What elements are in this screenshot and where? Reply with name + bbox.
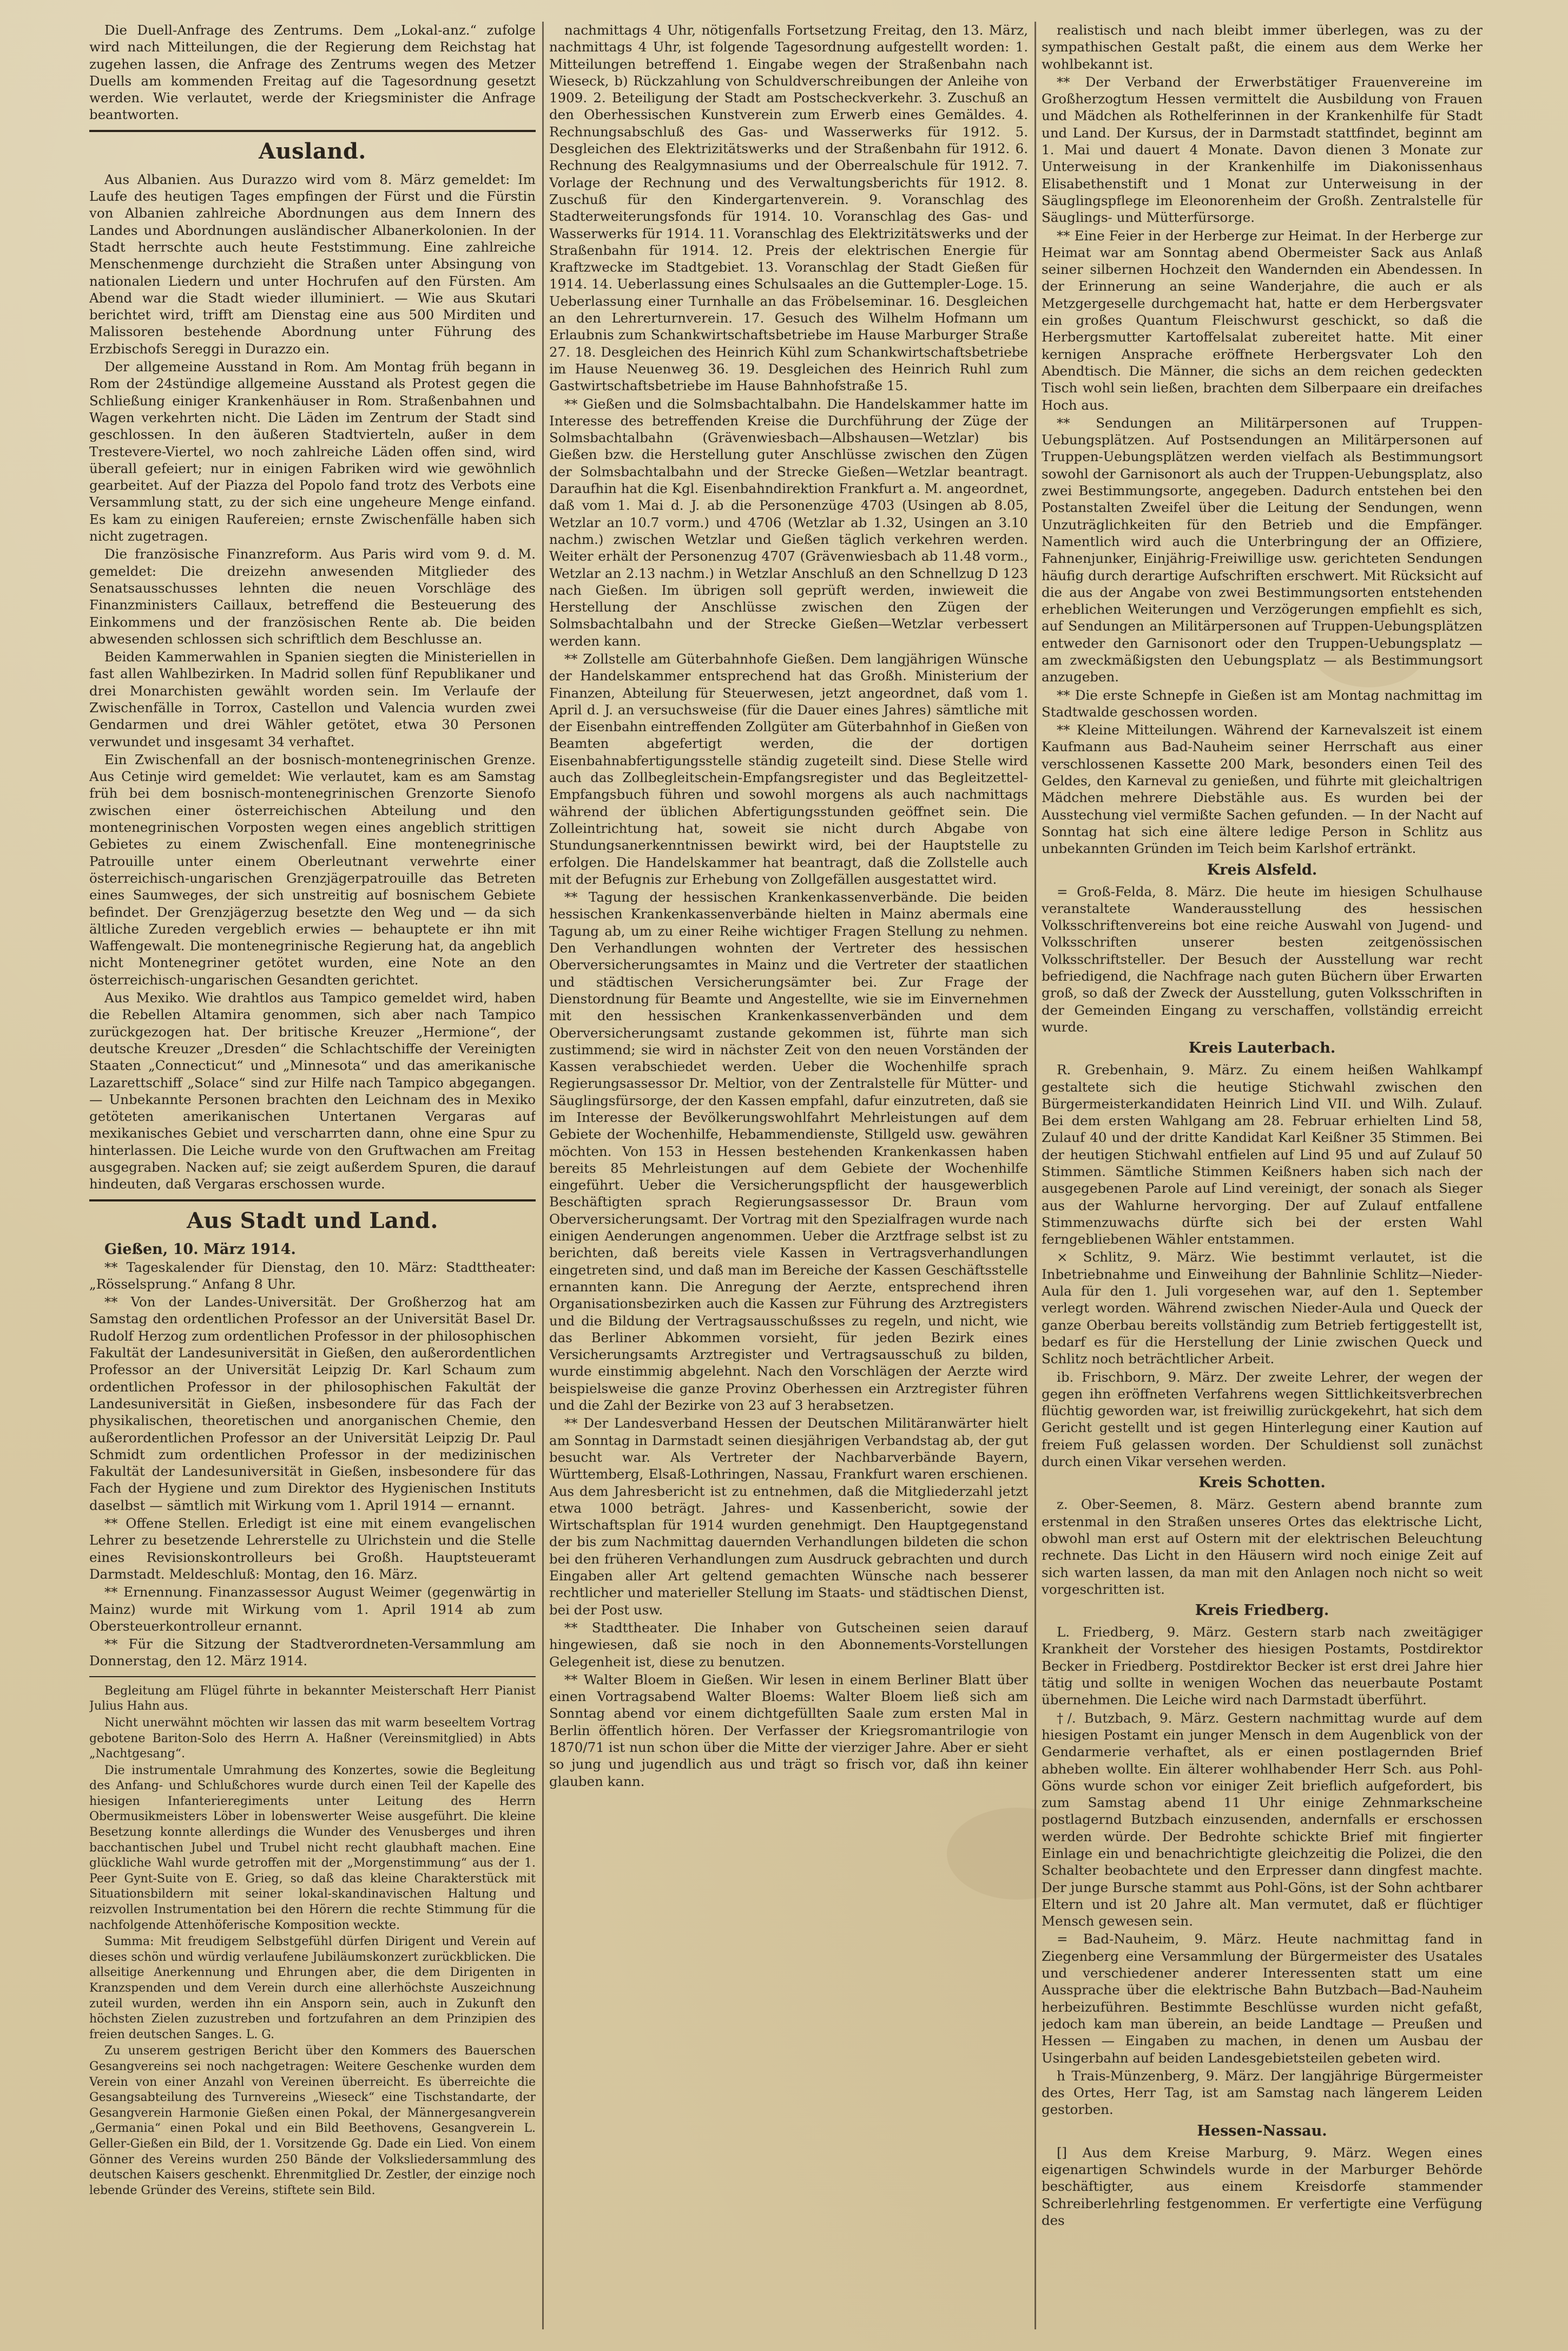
news-article: ** Für die Sitzung der Stadtverordneten-Versammlung am Donnerstag, den 12. März 1914. <box>89 1636 536 1669</box>
dateline: Gießen, 10. März 1914. <box>104 1240 296 1258</box>
news-article: ** Der Verband der Erwerbstätiger Frauenvereine im Großherzogtum Hessen vermittelt die Ausbildung von Frauen und Mädchen als Rothelferinnen in der Krankenhilfe für Stadt und Land. Der Kursus, der in Darmstadt stattfindet, beginnt am 1. Mai und dauert 4 Monate. Davon dienen 3 Monate zur Unterweisung in der Krankenhilfe im Diakonissenhaus Elisabethenstift und 1 Monat zur Unterweisung in der Säuglingspflege im Eleonorenheim der Großh. Zentralstelle für Säuglings- und Mütterfürsorge. <box>1042 74 1483 226</box>
concert-article: Die instrumentale Umrahmung des Konzertes, sowie die Begleitung des Anfang- und Schlußchores wurde durch einen Teil der Kapelle des hiesigen Infanterieregiments unter Leitung des Herrn Obermusikmeisters Löber in lobenswerter Weise ausgeführt. Die kleine Besetzung konnte allerdings die Wunder des Venusberges und ihren bacchantischen Jubel und Trubel nicht recht glaubhaft machen. Eine glückliche Wahl wurde getroffen mit der „Morgenstimmung“ aus der 1. Peer Gynt-Suite von E. Grieg, so daß das kleine Charakterstück mit Situationsbildern mit seiner lokal-skandinavischen Haltung und reizvollen Instrumentation bei den Hörern die rechte Stimmung für die nachfolgende Attenhöferische Komposition weckte. <box>89 1763 536 1932</box>
news-article: ** Tagung der hessischen Krankenkassenverbände. Die beiden hessischen Krankenkassenverbände hielten in Mainz abermals eine Tagung ab, um zu einer Reihe wichtiger Fragen Stellung zu nehmen. Den Verhandlungen wohnten der Vertreter des hessischen Oberversicherungsamtes in Mainz und die Vertreter der staatlichen und städtischen Versicherungsämter bei. Zur Frage der Dienstordnung für Beamte und Angestellte, wie sie im Einvernehmen mit den hessischen Krankenkassenverbänden und dem Oberversicherungsamt zustande gekommen ist, führte man sich zustimmend; sie wird in nächster Zeit von den neuen Vorständen der Kassen verabschiedet werden. Ueber die Wochenhilfe sprach Regierungsassessor Dr. Meltior, von der Zentralstelle für Mütter- und Säuglingsfürsorge, der den Kassen empfahl, dafur einzutreten, daß sie im Interesse der Bevölkerungswohlfahrt Mehrleistungen auf dem Gebiete der Wochenhilfe, Hebammendienste, Stillgeld usw. gewähren möchten. Von 153 in Hessen bestehenden Krankenkassen haben bereits 85 Mehrleistungen auf dem Gebiete der Wochenhilfe eingeführt. Ueber die Versicherungspflicht der hausgewerblich Beschäftigten sprach Regierungsassessor Dr. Braun vom Oberversicherungsamt. Der Vortrag mit den Spezialfragen wurde nach einigen Aenderungen angenommen. Ueber die Arztfrage selbst ist zu berichten, daß bereits viele Kassen in Vertragsverhandlungen eingetreten sind, und daß man im Bereiche der Kassen Geschäftsstelle ernannten kann. Die Anregung der Aerzte, entsprechend ihren Organisationsbezirken auch die Kassen zur Führung des Arztregisters und die Bildung der Vertragsausschußsses zu regeln, und nicht, wie das Berliner Abkommen vorsieht, für jeden Bezirk eines Versicherungsamts Arztregister und Vertragsausschuß zu bilden, wurde einstimmig abgelehnt. Nach den Vorschlägen der Aerzte wird beispielsweise die ganze Provinz Oberhessen ein Arztregister führen und die Zahl der Bezirke von 23 auf 3 herabsetzen. <box>549 889 1028 1414</box>
news-article: ** Gießen und die Solmsbachtalbahn. Die Handelskammer hatte im Interesse des betreffenden Kreise die Durchführung der Züge der Solmsbachtalbahn (Grävenwiesbach—Albshausen—Wetzlar) bis Gießen bzw. die Herstellung guter Anschlüsse zwischen den Zügen der Solmsbachtalbahn und der Strecke Gießen—Wetzlar beantragt. Daraufhin hat die Kgl. Eisenbahndirektion Frankfurt a. M. angeordnet, daß vom 1. Mai d. J. ab die Personenzüge 4703 (Usingen ab 8.05, Wetzlar an 10.7 vorm.) und 4706 (Wetzlar ab 1.32, Usingen an 3.10 nachm.) zwischen Wetzlar und Gießen täglich verkehren werden. Weiter erhält der Personenzug 4707 (Grävenwiesbach ab 11.48 vorm., Wetzlar an 2.13 nachm.) in Wetzlar Anschluß an den Schnellzug D 123 nach Gießen. Im übrigen soll geprüft werden, inwieweit die Herstellung der Anschlüsse zwischen den Zügen der Solmsbachtalbahn und der Strecke Gießen—Wetzlar verbessert werden kann. <box>549 396 1028 649</box>
section-rule <box>89 130 536 132</box>
duell-anfrage-article: Die Duell-Anfrage des Zentrums. Dem „Lokal-anz.“ zufolge wird nach Mitteilungen, die der Regierung dem Reichstag hat zugehen lassen, die Anfrage des Zentrums wegen des Metzer Duells am kommenden Freitag auf die Tagesordnung gesetzt werden. Wie verlautet, werde der Kriegsminister die Anfrage beantworten. <box>89 22 536 123</box>
news-article: Aus Mexiko. Wie drahtlos aus Tampico gemeldet wird, haben die Rebellen Altamira genommen, sich aber nach Tampico zurückgezogen hat. Der britische Kreuzer „Hermione“, der deutsche Kreuzer „Dresden“ die Schlachtschiffe der Vereinigten Staaten „Connecticut“ und „Minnesota“ und das amerikanische Lazarettschiff „Solace“ sind zur Hilfe nach Tampico abgegangen. — Unbekannte Personen brachten den Leichnam des in Mexiko getöteten amerikanischen Untertanen Vergaras auf mexikanisches Gebiet und verscharrten dann, ohne eine Spur zu hinterlassen. Die Leiche wurde von den Gruftwachen am Freitag ausgegraben. Nacken auf; sie zeigt außerdem Spuren, die darauf hindeuten, daß Vergaras erschossen wurde. <box>89 990 536 1192</box>
column-divider <box>1035 22 1036 2329</box>
news-article: ** Stadttheater. Die Inhaber von Gutscheinen seien darauf hingewiesen, daß sie noch in den Abonnements-Vorstellungen Gelegenheit ist, diese zu benutzen. <box>549 1619 1028 1670</box>
column-middle <box>549 22 1028 2329</box>
news-article: Ein Zwischenfall an der bosnisch-montenegrinischen Grenze. Aus Cetinje wird gemeldet: Wie verlautet, kam es am Samstag früh bei dem bosnisch-montenegrinischen Grenzorte Sienofo zwischen einer österreichischen Abteilung und den montenegrinischen Vorposten wegen eines angeblich strittigen Gebietes zu einem Zwischenfall. Eine montenegrinische Patrouille unter einem Oberleutnant verwehrte einer österreichisch-ungarischen Grenzjägerpatrouille das Betreten eines Saumweges, der sich unstreitig auf bosnischem Gebiete befindet. Der Grenzjägerzug besetzte den Weg und — da sich ältliche Zureden vergeblich erwies — behauptete er ihn mit Waffengewalt. Die montenegrinische Regierung hat, da angeblich nicht Montenegriner getötet wurden, eine Note an den österreichisch-ungarischen Gesandten gerichtet. <box>89 751 536 988</box>
news-article: h Trais-Münzenberg, 9. März. Der langjährige Bürgermeister des Ortes, Herr Tag, ist am Samstag nach längerem Leiden gestorben. <box>1042 2067 1483 2118</box>
column-left <box>89 22 536 2329</box>
news-article: ** Von der Landes-Universität. Der Großherzog hat am Samstag den ordentlichen Professor an der Universität Basel Dr. Rudolf Herzog zum ordentlichen Professor in der philosophischen Fakultät der Landesuniversität in Gießen, den außerordentlichen Professor an der Universität Leipzig Dr. Karl Schaum zum ordentlichen Professor in der philosophischen Fakultät der Landesuniversität in Gießen, insbesondere für das Fach der physikalischen, theoretischen und anorganischen Chemie, den außerordentlichen Professor an der Universität Leipzig Dr. Paul Schmidt zum ordentlichen Professor in der medizinischen Fakultät der Landesuniversität in Gießen, insbesondere für das Fach der Hygiene und zum Direktor des Hygienischen Instituts daselbst — sämtlich mit Wirkung vom 1. April 1914 — ernannt. <box>89 1294 536 1513</box>
column-right <box>1042 22 1483 2329</box>
news-article: nachmittags 4 Uhr, nötigenfalls Fortsetzung Freitag, den 13. März, nachmittags 4 Uhr, ist folgende Tagesordnung aufgestellt worden: 1. Mitteilungen betreffend 1. Eingabe wegen der Straßenbahn nach Wieseck, b) Rückzahlung von Schuldverschreibungen der Anleihe von 1909. 2. Beteiligung der Stadt am Postscheckverkehr. 3. Zuschuß an den Oberhessischen Kunstverein zum Erwerb eines Gemäldes. 4. Rechnungsabschluß des Gas- und Wasserwerks für 1912. 5. Desgleichen des Elektrizitätswerks und der Straßenbahn für 1912. 6. Rechnung des Realgymnasiums und der Oberrealschule für 1912. 7. Vorlage der Rechnung und des Verwaltungsberichts für 1912. 8. Zuschuß für den Kindergartenverein. 9. Voranschlag des Stadterweiterungsfonds für 1914. 10. Voranschlag des Gas- und Wasserwerks für 1914. 11. Voranschlag des Elektrizitätswerks und der Straßenbahn für 1914. 12. Preis der elektrischen Energie für Kraftzwecke im Stadtgebiet. 13. Voranschlag der Stadt Gießen für 1914. 14. Ueberlassung eines Schulsaales an die Guttempler-Loge. 15. Ueberlassung einer Turnhalle an das Fröbelseminar. 16. Desgleichen an den Lehrerturnverein. 17. Gesuch des Wilhelm Hofmann um Erlaubnis zum Schankwirtschaftsbetriebe im Hause Marburger Straße 27. 18. Desgleichen des Heinrich Kühl zum Schankwirtschaftsbetriebe im Hause Neuenweg 36. 19. Desgleichen des Heinrich Ruhl zum Gastwirtschaftsbetriebe im Hause Bahnhofstraße 15. <box>549 22 1028 394</box>
news-article: z. Ober-Seemen, 8. März. Gestern abend brannte zum erstenmal in den Straßen unseres Ortes das elektrische Licht, obwohl man erst auf Ostern mit der elektrischen Beleuchtung rechnete. Das Licht in den Häusern wird noch einige Zeit auf sich warten lassen, da man mit den Anlagen noch nicht so weit vorgeschritten ist. <box>1042 1496 1483 1597</box>
news-article: L. Friedberg, 9. März. Gestern starb nach zweitägiger Krankheit der Vorsteher des hiesigen Postamts, Postdirektor Becker in Friedberg. Postdirektor Becker ist erst drei Jahre hier tätig und sollte in wenigen Wochen das neuerbaute Postamt übernehmen. Die Leiche wird nach Darmstadt überführt. <box>1042 1624 1483 1708</box>
news-article: †/. Butzbach, 9. März. Gestern nachmittag wurde auf dem hiesigen Postamt ein junger Mensch in dem Augenblick von der Gendarmerie verhaftet, als er einen postlagernden Brief abheben wollte. Ein älterer wohlhabender Herr Sch. aus Pohl-Göns wurde schon vor einiger Zeit brieflich aufgefordert, bis zum Samstag abend 11 Uhr einige Zehnmarkscheine postlagernd Butzbach einzusenden, andernfalls er erschossen werden würde. Der Bedrohte schickte Brief mit fingierter Einlage ein und benachrichtigte gleichzeitig die Polizei, die den Schalter beobachtete und den Erpresser dann dingfest machte. Der junge Bursche stammt aus Pohl-Göns, ist der Sohn achtbarer Eltern und ist 20 Jahre alt. Man vermutet, daß er flüchtiger Mensch gewesen sein. <box>1042 1710 1483 1929</box>
news-article: ** Ernennung. Finanzassessor August Weimer (gegenwärtig in Mainz) wurde mit Wirkung vom 1. April 1914 ab zum Obersteuerkontrolleur ernannt. <box>89 1584 536 1634</box>
news-article: ** Kleine Mitteilungen. Während der Karnevalszeit ist einem Kaufmann aus Bad-Nauheim seiner Herrschaft aus einer verschlossenen Kassette 200 Mark, besonders einen Teil des Geldes, den Karneval zu genießen, und führte mit gleichaltrigen Mädchen mehrere Diebstähle aus. Es wurden bei der Ausstechung viel vermißte Sachen gefunden. — In der Nacht auf Sonntag hat sich eine ältere ledige Person in Schlitz aus unbekannten Gründen im Teich beim Karlshof ertränkt. <box>1042 722 1483 857</box>
concert-article: Zu unserem gestrigen Bericht über den Kommers des Bauerschen Gesangvereins sei noch nachgetragen: Weitere Geschenke wurden dem Verein von einer Anzahl von Vereinen überreicht. Es überreichte die Gesangsabteilung des Turnvereins „Wieseck“ eine Tischstandarte, der Gesangverein Harmonie Gießen einen Pokal, der Männergesangverein „Germania“ einen Pokal und ein Bild Beethovens, Gesangverein L. Geller-Gießen ein Bild, der 1. Vorsitzende Gg. Dade ein Lied. Von einem Gönner des Vereins wurden 250 Bände der Volksliedersammlung des deutschen Kaisers geschenkt. Ehrenmitglied Dr. Zestler, der einzige noch lebende Gründer des Vereins, stiftete sein Bild. <box>89 2044 536 2197</box>
concert-article: Begleitung am Flügel führte in bekannter Meisterschaft Herr Pianist Julius Hahn aus. <box>89 1684 536 1713</box>
district-heading-hessen-nassau: Hessen-Nassau. <box>1197 2122 1327 2139</box>
news-article: × Schlitz, 9. März. Wie bestimmt verlautet, ist die Inbetriebnahme und Einweihung der Bahnlinie Schlitz—Nieder-Aula für den 1. Juli vorgesehen war, auf den 1. September verlegt worden. Während zwischen Nieder-Aula und Queck der ganze Oberbau bereits vollständig zum Betrieb fertiggestellt ist, bedarf es für die Herstellung der Linie zwischen Queck und Schlitz noch beträchtlicher Arbeit. <box>1042 1249 1483 1367</box>
news-article: Die französische Finanzreform. Aus Paris wird vom 9. d. M. gemeldet: Die dreizehn anwesenden Mitglieder des Senatsausschusses lehnten die neuen Vorschläge des Finanzministers Caillaux, betreffend die Besteuerung des Einkommens und der französischen Rente ab. Die beiden abwesenden schlossen sich schriftlich dem Beschlusse an. <box>89 546 536 647</box>
news-article: ** Der Landesverband Hessen der Deutschen Militäranwärter hielt am Sonntag in Darmstadt seinen diesjährigen Verbandstag ab, der gut besucht war. Als Vertreter der Nachbarverbände Bayern, Württemberg, Elsaß-Lothringen, Nassau, Frankfurt waren erschienen. Aus dem Jahresbericht ist zu entnehmen, daß die Mitgliederzahl jetzt etwa 1000 beträgt. Jahres- und Kassenbericht, sowie der Wirtschaftsplan für 1914 wurden genehmigt. Den Hauptgegenstand der bis zum Nachmittag dauernden Verhandlungen bildeten die schon bei den früheren Verhandlungen zum Ausdruck gebrachten und durch Eingaben aller Art geltend gemachten Wünsche nach besserer rechtlicher und materieller Stellung im Staats- und städtischen Dienst, bei der Post usw. <box>549 1415 1028 1618</box>
column-divider <box>542 22 544 2329</box>
news-article: = Bad-Nauheim, 9. März. Heute nachmittag fand in Ziegenberg eine Versammlung der Bürgermeister des Usatales und verschiedener anderer Interessenten statt um eine Aussprache über die elektrische Bahn Butzbach—Bad-Nauheim herbeizuführen. Bestimmte Beschlüsse wurden nicht gefaßt, jedoch kam man überein, an beide Landtage — Preußen und Hessen — Eingaben zu machen, in denen um Ausbau der Usingerbahn auf beiden Landesgebietsteilen gebeten wird. <box>1042 1931 1483 2066</box>
news-article: ib. Frischborn, 9. März. Der zweite Lehrer, der wegen der gegen ihn eröffneten Verfahrens wegen Sittlichkeitsverbrechen flüchtig geworden war, ist freiwillig zurückgekehrt, hat sich dem Gericht gestellt und ist gegen Hinterlegung einer Kaution auf freiem Fuß gelassen worden. Der Schuldienst soll zunächst durch einen Vikar versehen werden. <box>1042 1369 1483 1470</box>
section-heading-ausland: Ausland. <box>259 138 366 164</box>
news-article: ** Offene Stellen. Erledigt ist eine mit einem evangelischen Lehrer zu besetzende Lehrerstelle zu Ulrichstein und die Stelle eines Revisionskontrolleurs bei Großh. Hauptsteueramt Darmstadt. Meldeschluß: Montag, den 16. März. <box>89 1515 536 1582</box>
section-heading-stadt-und-land: Aus Stadt und Land. <box>187 1207 438 1233</box>
news-article: ** Zollstelle am Güterbahnhofe Gießen. Dem langjährigen Wünsche der Handelskammer entsprechend hat das Großh. Ministerium der Finanzen, Abteilung für Steuerwesen, jetzt angeordnet, daß vom 1. April d. J. an versuchsweise (für die Dauer eines Jahres) sämtliche mit der Eisenbahn eintreffenden Zollgüter am Güterbahnhof in Gießen von Beamten abgefertigt werden, die der dortigen Eisenbahnabfertigungsstelle ständig zugeteilt sind. Diese Stelle wird auch das Zollbegleitschein-Empfangsregister und das Begleitzettel-Empfangsbuch führen und sowohl morgens als auch nachmittags während der üblichen Abfertigungsstunden geöffnet sein. Die Zolleintrichtung hat, soweit sie nicht durch Abgabe von Stundungsanerkenntnissen bewirkt wird, bei der Hauptstelle zu erfolgen. Die Handelskammer hat beantragt, daß die Zollstelle auch mit der Befugnis zur Erhebung von Zollgefällen ausgestattet wird. <box>549 651 1028 887</box>
news-article: = Groß-Felda, 8. März. Die heute im hiesigen Schulhause veranstaltete Wanderausstellung des hessischen Volksschriftenvereins bot eine reiche Auswahl von Jugend- und Volksschriften unserer besten zeitgenössischen Volksschriftsteller. Der Besuch der Ausstellung war recht befriedigend, die Nachfrage nach guten Büchern über Erwarten groß, so daß der Zweck der Ausstellung, guten Volksschriften in der Gemeinden Eingang zu verschaffen, vollständig erreicht wurde. <box>1042 883 1483 1035</box>
district-heading-friedberg: Kreis Friedberg. <box>1195 1602 1329 1619</box>
concert-article: Nicht unerwähnt möchten wir lassen das mit warm beseeltem Vortrag gebotene Bariton-Solo des Herrn A. Haßner (Vereinsmitglied) in Abts „Nachtgesang“. <box>89 1716 536 1761</box>
concert-article: Summa: Mit freudigem Selbstgefühl dürfen Dirigent und Verein auf dieses schön und würdig verlaufene Jubiläumskonzert zurückblicken. Die allseitige Anerkennung und Ehrungen aber, die dem Dirigenten in Kranzspenden und dem Verein durch eine allerhöchste Auszeichnung zuteil wurden, werden ihn ein Ansporn sein, auch in Zukunft den höchsten Zielen zuzustreben und fortzufahren an dem Prinzipien des freien deutschen Sanges. L. G. <box>89 1935 536 2041</box>
news-article: Der allgemeine Ausstand in Rom. Am Montag früh begann in Rom der 24stündige allgemeine Ausstand als Protest gegen die Schließung einiger Krankenhäuser in Rom. Straßenbahnen und Wagen verkehrten nicht. Die Läden im Zentrum der Stadt sind geschlossen. In den äußeren Stadtvierteln, außer in dem Trestevere-Viertel, wo noch zahlreiche Läden offen sind, wird überall gefeiert; nur in einigen Fabriken wird wie gewöhnlich gearbeitet. Auf der Piazza del Popolo fand trotz des Verbots eine Versammlung statt, zu der sich eine ungeheure Menge einfand. Es kam zu einigen Raufereien; ernste Zwischenfälle haben sich nicht zugetragen. <box>89 359 536 544</box>
news-article: ** Eine Feier in der Herberge zur Heimat. In der Herberge zur Heimat war am Sonntag abend Obermeister Sack aus Anlaß seiner silbernen Hochzeit den Wandernden ein Abendessen. In der Erinnerung an seine Wanderjahre, die auch er als Metzgergeselle durchgemacht hat, hatte er dem Herbergsvater ein großes Quantum Fleischwurst geschickt, so daß die Herbergsmutter Kartoffelsalat zubereitet hatte. Mit einer kernigen Ansprache eröffnete Herbergsvater Loh den Abendtisch. Die Männer, die sichs an dem reichen gedeckten Tisch wohl sein ließen, brachten dem Silberpaare ein dreifaches Hoch aus. <box>1042 227 1483 413</box>
news-article: ** Die erste Schnepfe in Gießen ist am Montag nachmittag im Stadtwalde geschossen worden. <box>1042 687 1483 720</box>
section-rule <box>89 1199 536 1201</box>
news-article: ** Sendungen an Militärpersonen auf Truppen-Uebungsplätzen. Auf Postsendungen an Militärpersonen auf Truppen-Uebungsplätzen werden vielfach als Bestimmungsort sowohl der Garnisonort als auch der Truppen-Uebungsplatz, also zwei Bestimmungsorte, angegeben. Dadurch entstehen bei den Postanstalten Zweifel über die Leitung der Sendungen, wenn Unzuträglichkeiten für den Betrieb und die Empfänger. Namentlich wird auch die Unterbringung der an Offiziere, Fahnenjunker, Einjährig-Freiwillige usw. gerichteten Sendungen häufig durch derartige Aufschriften erschwert. Mit Rücksicht auf die aus der Angabe von zwei Bestimmungsorten entstehenden erheblichen Weiterungen und Verzögerungen empfiehlt es sich, auf Sendungen an Militärpersonen auf Truppen-Uebungsplätzen entweder den Garnisonort oder den Truppen-Uebungsplatz — am zweckmäßigsten den Uebungsplatz — als Bestimmungsort anzugeben. <box>1042 415 1483 685</box>
district-heading-lauterbach: Kreis Lauterbach. <box>1188 1040 1336 1057</box>
section-rule <box>89 1676 536 1677</box>
news-article: [] Aus dem Kreise Marburg, 9. März. Wegen eines eigenartigen Schwindels wurde in der Marburger Behörde beschäftigter, aus einem Kreisdorfe stammender Schreiberlehrling festgenommen. Er verfertigte eine Verfügung des <box>1042 2144 1483 2228</box>
district-heading-schotten: Kreis Schotten. <box>1198 1474 1326 1492</box>
news-article: Beiden Kammerwahlen in Spanien siegten die Ministeriellen in fast allen Wahlbezirken. In Madrid sollen fünf Republikaner und drei Monarchisten gewählt worden sein. Im Verlaufe der Zwischenfälle in Torrox, Castellon und Valencia wurden zwei Gendarmen und drei Wähler getötet, etwa 30 Personen verwundet und insgesamt 34 verhaftet. <box>89 649 536 750</box>
news-article: realistisch und nach bleibt immer überlegen, was zu der sympathischen Gestalt paßt, die einem aus dem Werke her wohlbekannt ist. <box>1042 22 1483 72</box>
news-article: R. Grebenhain, 9. März. Zu einem heißen Wahlkampf gestaltete sich die heutige Stichwahl zwischen den Bürgermeisterkandidaten Heinrich Lind VII. und Wilh. Zulauf. Bei dem ersten Wahlgang am 28. Februar erhielten Lind 58, Zulauf 40 und der dritte Kandidat Karl Keißner 35 Stimmen. Bei der heutigen Stichwahl entfielen auf Lind 95 und auf Zulauf 50 Stimmen. Sämtliche Stimmen Keißners haben sich nach der ausgegebenen Parole auf Lind vereinigt, der sonach als Sieger aus der Wahlurne hervorging. Der auf Zulauf entfallene Stimmenzuwachs dürfte sich bei der ersten Wahl ferngebliebenen Wähler entstammen. <box>1042 1062 1483 1247</box>
district-heading-alsfeld: Kreis Alsfeld. <box>1207 861 1317 878</box>
news-article: ** Walter Bloem in Gießen. Wir lesen in einem Berliner Blatt über einen Vortragsabend Walter Bloems: Walter Bloem ließ sich am Sonntag abend vor einem dichtgefüllten Saale zum ersten Mal in Berlin öffentlich hören. Der Verfasser der Kriegsromantrilogie von 1870/71 ist nun schon über die Mitte der vierziger Jahre. Aber er sieht so jung und jugendlich aus und trägt so frisch vor, daß ihn keiner glauben kann. <box>549 1671 1028 1789</box>
news-article: ** Tageskalender für Dienstag, den 10. März: Stadttheater: „Rösselsprung.“ Anfang 8 Uhr. <box>89 1259 536 1292</box>
news-article: Aus Albanien. Aus Durazzo wird vom 8. März gemeldet: Im Laufe des heutigen Tages empfingen der Fürst und die Fürstin von Albanien zahlreiche Abordnungen aus dem Innern des Landes und Abordnungen ausländischer Albanerkolonien. In der Stadt herrschte auch heute Feststimmung. Eine zahlreiche Menschenmenge durchzieht die Straßen unter Absingung von nationalen Liedern und unter Hochrufen auf den Fürsten. Am Abend war die Stadt wieder illuminiert. — Wie aus Skutari berichtet wird, trifft am Dienstag eine aus 500 Mirditen und Malissoren bestehende Abordnung unter Führung des Erzbischofs Sereggi in Durazzo ein. <box>89 171 536 357</box>
